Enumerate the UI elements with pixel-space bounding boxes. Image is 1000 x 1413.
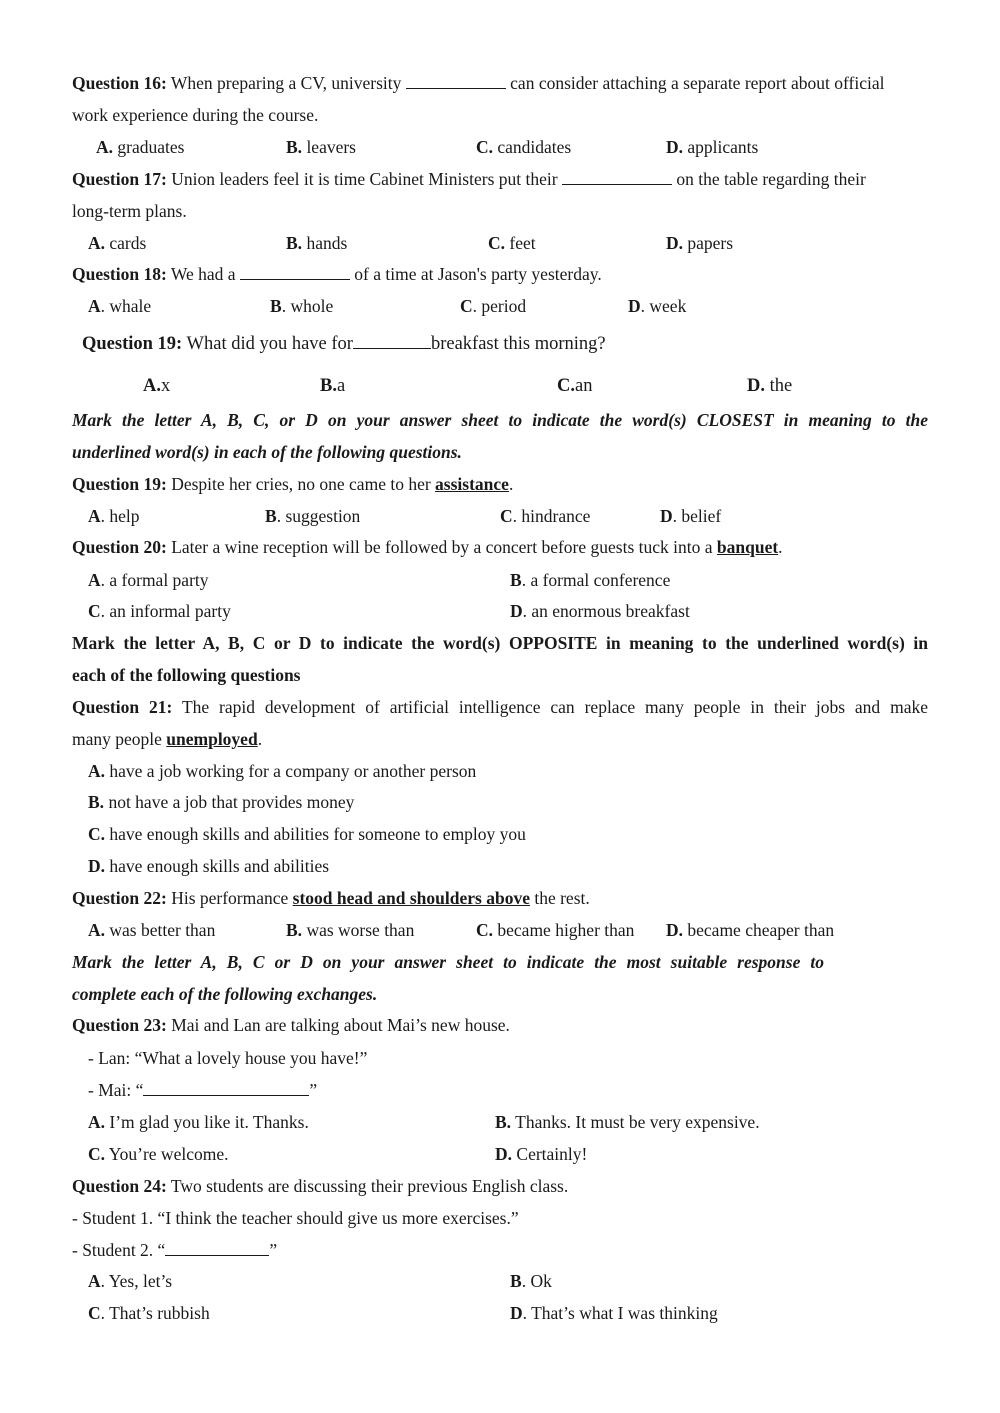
option-a: A. whale bbox=[88, 296, 152, 316]
question-label: Question 22: bbox=[72, 888, 167, 908]
option-a: A. help bbox=[88, 506, 140, 526]
question-text: Despite her cries, no one came to her bbox=[171, 474, 431, 494]
question-20: Question 20: Later a wine reception will be followed by a concert before guests tuck into a banquet. bbox=[72, 537, 783, 557]
answer-blank bbox=[165, 1241, 269, 1256]
option-d: D. belief bbox=[660, 506, 722, 526]
dialogue-student-1: - Student 1. “I think the teacher should give us more exercises.” bbox=[72, 1208, 519, 1228]
underlined-word: banquet bbox=[716, 537, 779, 557]
question-text: many people bbox=[72, 729, 162, 749]
underlined-word: assistance bbox=[435, 474, 509, 494]
option-d: D. papers bbox=[666, 233, 734, 253]
option-d: D. have enough skills and abilities bbox=[88, 856, 330, 876]
question-text: The rapid development of artificial intelligence can replace many people in their jobs and make bbox=[181, 697, 928, 717]
question-label: Question 24: bbox=[72, 1176, 167, 1196]
question-text: Two students are discussing their previous English class. bbox=[170, 1176, 569, 1196]
instruction-opposite: Mark the letter A, B, C or D to indicate the word(s) OPPOSITE in meaning to the underlined word(s) in bbox=[72, 633, 928, 653]
question-label: Question 19: bbox=[72, 474, 167, 494]
option-b: B.a bbox=[320, 376, 346, 396]
question-text: What did you have for bbox=[186, 334, 353, 354]
question-text: His performance bbox=[171, 888, 289, 908]
option-c: C. an informal party bbox=[88, 601, 231, 621]
option-b: B. leavers bbox=[286, 137, 356, 157]
option-b: B. whole bbox=[270, 296, 334, 316]
option-d: D. became cheaper than bbox=[666, 920, 835, 940]
option-a: A. was better than bbox=[88, 920, 216, 940]
question-text: of a time at Jason's party yesterday. bbox=[354, 264, 602, 284]
option-d: D. the bbox=[747, 376, 793, 396]
dialogue-student-2: - Student 2. “ ” bbox=[72, 1240, 278, 1260]
underlined-word: unemployed bbox=[166, 729, 258, 749]
option-b: B. a formal conference bbox=[510, 570, 671, 590]
question-label: Question 18: bbox=[72, 264, 167, 284]
question-text: the rest. bbox=[534, 888, 590, 908]
option-a: A. graduates bbox=[96, 137, 185, 157]
dialogue-lan: - Lan: “What a lovely house you have!” bbox=[88, 1048, 368, 1068]
option-c: C. hindrance bbox=[500, 506, 591, 526]
question-text: When preparing a CV, university bbox=[170, 73, 402, 93]
answer-blank bbox=[240, 265, 350, 280]
question-17 bbox=[72, 168, 928, 190]
option-c: C. candidates bbox=[476, 137, 572, 157]
question-label: Question 23: bbox=[72, 1015, 167, 1035]
question-23 bbox=[72, 1014, 928, 1036]
option-a: A. have a job working for a company or another person bbox=[88, 761, 477, 781]
option-c: C.an bbox=[557, 376, 593, 396]
question-19-closest: Question 19: Despite her cries, no one came to her assistance. bbox=[72, 474, 514, 494]
question-16 bbox=[72, 72, 928, 94]
answer-blank bbox=[143, 1081, 309, 1096]
option-b: B. Thanks. It must be very expensive. bbox=[495, 1112, 760, 1132]
option-b: B. was worse than bbox=[286, 920, 415, 940]
option-d: D. Certainly! bbox=[495, 1144, 588, 1164]
instruction-response: Mark the letter A, B, C or D on your answer sheet to indicate the most suitable response to bbox=[72, 952, 824, 972]
question-text: breakfast this morning? bbox=[430, 334, 606, 354]
question-text-continued: long-term plans. bbox=[72, 201, 187, 221]
option-d: D. That’s what I was thinking bbox=[510, 1303, 718, 1323]
question-text: Mai and Lan are talking about Mai’s new house. bbox=[171, 1015, 510, 1035]
instruction-closest: Mark the letter A, B, C, or D on your answer sheet to indicate the word(s) CLOSEST in meaning to the bbox=[72, 410, 928, 430]
option-c: C. period bbox=[460, 296, 527, 316]
option-a: A. cards bbox=[88, 233, 147, 253]
option-c: C. feet bbox=[488, 233, 536, 253]
question-text: Union leaders feel it is time Cabinet Ministers put their bbox=[171, 169, 558, 189]
underlined-phrase: stood head and shoulders above bbox=[292, 888, 530, 908]
question-18 bbox=[72, 263, 928, 285]
option-c: C. You’re welcome. bbox=[88, 1144, 229, 1164]
question-19-article bbox=[82, 333, 938, 355]
option-d: D. an enormous breakfast bbox=[510, 601, 690, 621]
instruction-opposite-continued: each of the following questions bbox=[72, 665, 301, 685]
answer-blank bbox=[353, 334, 431, 349]
question-label: Question 20: bbox=[72, 537, 167, 557]
instruction-response-continued: complete each of the following exchanges. bbox=[72, 984, 378, 1004]
question-22 bbox=[72, 887, 928, 909]
question-label: Question 17: bbox=[72, 169, 167, 189]
question-21 bbox=[72, 696, 928, 718]
dialogue-mai: - Mai: “ ” bbox=[88, 1080, 318, 1100]
answer-blank bbox=[406, 74, 506, 89]
question-text: We had a bbox=[170, 264, 236, 284]
question-21-continued: many people unemployed. bbox=[72, 729, 263, 749]
question-text: can consider attaching a separate report about official bbox=[510, 73, 885, 93]
option-a: A.x bbox=[143, 376, 171, 396]
option-a: A. a formal party bbox=[88, 570, 209, 590]
option-a: A. I’m glad you like it. Thanks. bbox=[88, 1112, 309, 1132]
answer-blank bbox=[562, 170, 672, 185]
question-24 bbox=[72, 1175, 928, 1197]
question-text-continued: work experience during the course. bbox=[72, 105, 319, 125]
option-a: A. Yes, let’s bbox=[88, 1271, 173, 1291]
option-d: D. applicants bbox=[666, 137, 759, 157]
option-c: C. have enough skills and abilities for someone to employ you bbox=[88, 824, 526, 844]
option-c: C. That’s rubbish bbox=[88, 1303, 210, 1323]
option-b: B. Ok bbox=[510, 1271, 552, 1291]
instruction-closest-continued: underlined word(s) in each of the following questions. bbox=[72, 442, 462, 462]
question-label: Question 19: bbox=[82, 334, 183, 354]
option-d: D. week bbox=[628, 296, 687, 316]
option-b: B. not have a job that provides money bbox=[88, 792, 355, 812]
question-text: on the table regarding their bbox=[676, 169, 866, 189]
question-text: Later a wine reception will be followed by a concert before guests tuck into a bbox=[171, 537, 713, 557]
option-b: B. suggestion bbox=[265, 506, 361, 526]
option-c: C. became higher than bbox=[476, 920, 635, 940]
option-b: B. hands bbox=[286, 233, 348, 253]
question-label: Question 21: bbox=[72, 697, 173, 717]
question-label: Question 16: bbox=[72, 73, 167, 93]
